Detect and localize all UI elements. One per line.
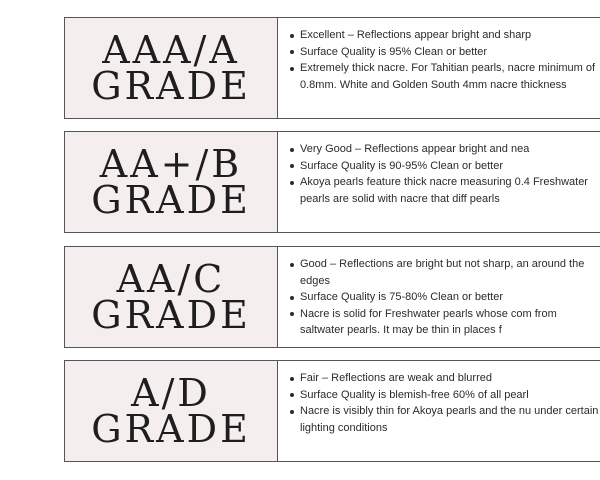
bullet-list [288, 141, 600, 207]
list-item: Surface Quality is 90-95% Clean or better [288, 158, 600, 175]
grade-row-aa-plus [64, 131, 600, 233]
grade-row-aaa [64, 17, 600, 119]
grade-code: AA+/B [99, 142, 243, 186]
grade-code: A/D [131, 371, 211, 415]
list-item: Extremely thick nacre. For Tahitian pearls, nacre minimum of 0.8mm. White and Golden South 4mm nacre thickness [288, 60, 600, 93]
grade-description [278, 361, 600, 461]
list-item: Fair – Reflections are weak and blurred [288, 370, 600, 387]
grade-description [278, 18, 600, 118]
list-item: Good – Reflections are bright but not sharp, an around the edges [288, 256, 600, 289]
bullet-list [288, 27, 600, 93]
bullet-list [288, 370, 600, 436]
grade-word: GRADE [91, 178, 251, 222]
list-item: Akoya pearls feature thick nacre measuring 0.4 Freshwater pearls are solid with nacre that diff pearls [288, 174, 600, 207]
grade-word: GRADE [91, 64, 251, 108]
bullet-list [288, 256, 600, 339]
list-item: Excellent – Reflections appear bright and sharp [288, 27, 600, 44]
grade-label [65, 361, 278, 461]
list-item: Surface Quality is blemish-free 60% of all pearl [288, 387, 600, 404]
list-item: Very Good – Reflections appear bright and nea [288, 141, 600, 158]
list-item: Nacre is solid for Freshwater pearls whose com from saltwater pearls. It may be thin in places f [288, 306, 600, 339]
list-item: Nacre is visibly thin for Akoya pearls and the nu under certain lighting conditions [288, 403, 600, 436]
list-item: Surface Quality is 75-80% Clean or better [288, 289, 600, 306]
grade-word: GRADE [91, 407, 251, 451]
grade-description [278, 247, 600, 347]
list-item: Surface Quality is 95% Clean or better [288, 44, 600, 61]
grade-code: AA/C [116, 257, 226, 301]
grade-label [65, 247, 278, 347]
grade-label [65, 18, 278, 118]
grade-label [65, 132, 278, 232]
grade-description [278, 132, 600, 232]
grade-row-aa [64, 246, 600, 348]
grade-word: GRADE [91, 293, 251, 337]
grade-row-a [64, 360, 600, 462]
grade-code: AAA/A [102, 28, 240, 72]
